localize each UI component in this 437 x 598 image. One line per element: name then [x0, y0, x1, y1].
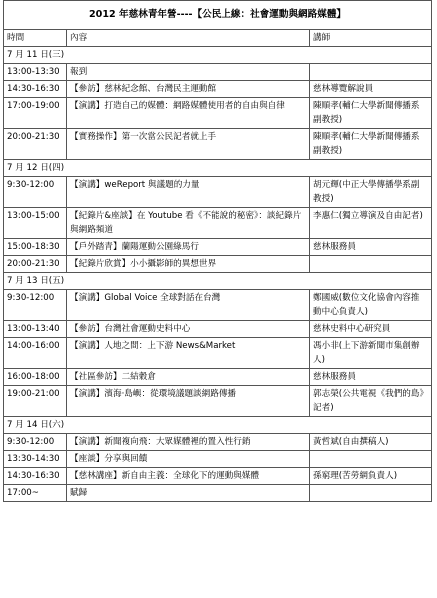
- session-time: 14:30-16:30: [4, 81, 67, 98]
- session-time: 9:30-12:00: [4, 177, 67, 208]
- session-speaker: 慈林史料中心研究員: [310, 321, 432, 338]
- session-speaker: [310, 451, 432, 468]
- header-row: [4, 30, 432, 47]
- session-speaker: [310, 256, 432, 273]
- session-time: 14:30-16:30: [4, 468, 67, 485]
- session-content: 【座談】分享與回饋: [67, 451, 310, 468]
- session-row: [4, 338, 432, 369]
- session-row: [4, 81, 432, 98]
- session-speaker: 孫窮理(苦勞網負責人): [310, 468, 432, 485]
- session-time: 13:00-13:40: [4, 321, 67, 338]
- session-time: 9:30-12:00: [4, 290, 67, 321]
- session-row: [4, 468, 432, 485]
- title-row: [4, 1, 432, 30]
- session-content: 賦歸: [67, 485, 310, 502]
- header-content: 內容: [67, 30, 310, 47]
- day-row: [4, 417, 432, 434]
- schedule-table: [3, 0, 432, 502]
- session-content: 【參訪】台灣社會運動史料中心: [67, 321, 310, 338]
- session-row: [4, 64, 432, 81]
- session-speaker: 陳順孝(輔仁大學新聞傳播系副教授): [310, 98, 432, 129]
- session-row: [4, 239, 432, 256]
- session-time: 20:00-21:30: [4, 129, 67, 160]
- session-content: 【演講】新聞複向飛：大眾媒體裡的置入性行銷: [67, 434, 310, 451]
- session-row: [4, 451, 432, 468]
- session-time: 9:30-12:00: [4, 434, 67, 451]
- session-time: 20:00-21:30: [4, 256, 67, 273]
- session-speaker: 郭志榮(公共電視《我們的島》記者): [310, 386, 432, 417]
- session-content: 報到: [67, 64, 310, 81]
- session-speaker: 陳順孝(輔仁大學新聞傳播系副教授): [310, 129, 432, 160]
- document-title: 2012 年慈林青年營----【公民上線：社會運動與網路媒體】: [4, 1, 432, 30]
- schedule-document: [3, 0, 431, 502]
- session-content: 【慈林講座】新自由主義：全球化下的運動與媒體: [67, 468, 310, 485]
- session-time: 19:00-21:00: [4, 386, 67, 417]
- session-time: 13:00-15:00: [4, 208, 67, 239]
- session-speaker: 慈林服務員: [310, 369, 432, 386]
- day-label: 7 月 11 日(三): [4, 47, 432, 64]
- day-row: [4, 273, 432, 290]
- session-content: 【演講】濱海‧島嶼：從環境議題談網路傳播: [67, 386, 310, 417]
- session-row: [4, 485, 432, 502]
- session-row: [4, 208, 432, 239]
- session-content: 【演講】打造自己的媒體：網路媒體使用者的自由與自律: [67, 98, 310, 129]
- day-row: [4, 47, 432, 64]
- session-content: 【戶外踏青】蘭陽運動公園綠馬行: [67, 239, 310, 256]
- session-row: [4, 290, 432, 321]
- session-row: [4, 177, 432, 208]
- session-row: [4, 369, 432, 386]
- session-speaker: 胡元輝(中正大學傳播學系副教授): [310, 177, 432, 208]
- session-speaker: 黃哲斌(自由撰稿人): [310, 434, 432, 451]
- session-row: [4, 386, 432, 417]
- header-speaker: 講師: [310, 30, 432, 47]
- session-row: [4, 98, 432, 129]
- session-speaker: 慈林導覽解說員: [310, 81, 432, 98]
- session-time: 14:00-16:00: [4, 338, 67, 369]
- day-row: [4, 160, 432, 177]
- session-speaker: 李惠仁(獨立導演及自由記者): [310, 208, 432, 239]
- session-content: 【演講】weReport 與議題的力量: [67, 177, 310, 208]
- session-content: 【社區參訪】二結穀倉: [67, 369, 310, 386]
- session-row: [4, 129, 432, 160]
- session-content: 【演講】人地之間：上下游 News&Market: [67, 338, 310, 369]
- session-speaker: [310, 64, 432, 81]
- session-row: [4, 434, 432, 451]
- session-time: 16:00-18:00: [4, 369, 67, 386]
- session-content: 【實務操作】第一次當公民記者就上手: [67, 129, 310, 160]
- header-time: 時間: [4, 30, 67, 47]
- session-time: 17:00~: [4, 485, 67, 502]
- day-label: 7 月 14 日(六): [4, 417, 432, 434]
- session-content: 【紀錄片&座談】在 Youtube 看《不能說的秘密》：談紀錄片與網路頻道: [67, 208, 310, 239]
- session-row: [4, 321, 432, 338]
- session-time: 13:30-14:30: [4, 451, 67, 468]
- session-speaker: 鄭國威(數位文化協會內容推動中心負責人): [310, 290, 432, 321]
- session-row: [4, 256, 432, 273]
- session-time: 17:00-19:00: [4, 98, 67, 129]
- session-speaker: 馮小非(上下游新聞市集創辦人): [310, 338, 432, 369]
- session-content: 【紀錄片欣賞】小小攝影師的異想世界: [67, 256, 310, 273]
- session-speaker: [310, 485, 432, 502]
- session-time: 13:00-13:30: [4, 64, 67, 81]
- day-label: 7 月 13 日(五): [4, 273, 432, 290]
- day-label: 7 月 12 日(四): [4, 160, 432, 177]
- session-time: 15:00-18:30: [4, 239, 67, 256]
- session-content: 【參訪】慈林紀念館、台灣民主運動館: [67, 81, 310, 98]
- session-content: 【演講】Global Voice 全球對話在台灣: [67, 290, 310, 321]
- session-speaker: 慈林服務員: [310, 239, 432, 256]
